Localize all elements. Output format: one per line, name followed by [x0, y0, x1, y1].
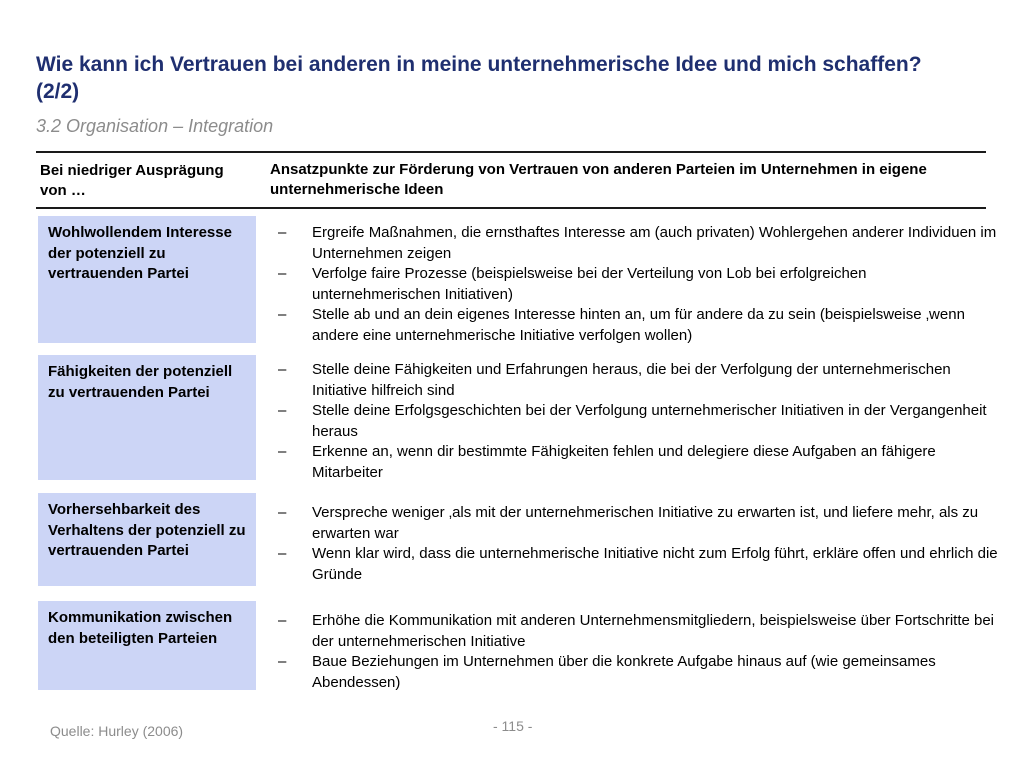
- column-header-condition: Bei niedriger Ausprägung von …: [40, 162, 224, 199]
- source-note: Quelle: Hurley (2006): [50, 723, 184, 739]
- header-bottom-rule: [36, 207, 986, 209]
- bullet-item: – Verspreche weniger ‚als mit der unternehmerischen Initiative zu erwarten ist, und liefere mehr, als zu erwarten war: [278, 503, 998, 544]
- bullet-item: – Stelle deine Fähigkeiten und Erfahrungen heraus, die bei der Verfolgung der unternehmerischen Initiative hilfreich sind: [278, 360, 998, 401]
- slide-subtitle: 3.2 Organisation – Integration: [36, 116, 274, 136]
- bullet-item: – Stelle deine Erfolgsgeschichten bei der Verfolgung unternehmerischer Initiativen in der Vergangenheit heraus: [278, 401, 998, 442]
- bullet-list-communication: [278, 611, 998, 693]
- column-header-measures: Ansatzpunkte zur Förderung von Vertrauen von anderen Parteien im Unternehmen in eigene unternehmerische Ideen: [270, 161, 927, 198]
- bullet-item: – Baue Beziehungen im Unternehmen über die konkrete Aufgabe hinaus auf (wie gemeinsames Abendessen): [278, 652, 998, 693]
- bullet-item: – Erhöhe die Kommunikation mit anderen Unternehmensmitgliedern, beispielsweise über Fortschritte bei der unternehmerischen Initiative: [278, 611, 998, 652]
- bullet-item: – Stelle ab und an dein eigenes Interesse hinten an, um für andere da zu sein (beispielsweise ‚wenn andere eine unternehmerische Initiative verfolgen wollen): [278, 305, 998, 346]
- row-label-box-ability: [38, 355, 256, 480]
- row-label: Wohlwollendem Interesse der potenziell zu vertrauenden Partei: [48, 224, 232, 282]
- row-label-box-predictability: [38, 493, 256, 586]
- row-label-box-benevolence: [38, 216, 256, 343]
- bullet-list-benevolence: [278, 223, 998, 346]
- row-label-box-communication: [38, 601, 256, 690]
- bullet-item: – Wenn klar wird, dass die unternehmerische Initiative nicht zum Erfolg führt, erkläre offen und ehrlich die Gründe: [278, 544, 998, 585]
- row-label: Vorhersehbarkeit des Verhaltens der potenziell zu vertrauenden Partei: [48, 501, 246, 559]
- slide-title: Wie kann ich Vertrauen bei anderen in meine unternehmerische Idee und mich schaffen? (2/2): [36, 53, 922, 103]
- row-label: Fähigkeiten der potenziell zu vertrauenden Partei: [48, 363, 233, 401]
- row-label: Kommunikation zwischen den beteiligten Parteien: [48, 609, 233, 647]
- bullet-item: – Erkenne an, wenn dir bestimmte Fähigkeiten fehlen und delegiere diese Aufgaben an fähigere Mitarbeiter: [278, 442, 998, 483]
- bullet-item: – Verfolge faire Prozesse (beispielsweise bei der Verteilung von Lob bei erfolgreichen unternehmerischen Initiativen): [278, 264, 998, 305]
- header-top-rule: [36, 151, 986, 153]
- bullet-item: – Ergreife Maßnahmen, die ernsthaftes Interesse am (auch privaten) Wohlergehen anderer Individuen im Unternehmen zeigen: [278, 223, 998, 264]
- page-number: - 115 -: [493, 718, 533, 734]
- bullet-list-predictability: [278, 503, 998, 585]
- bullet-list-ability: [278, 360, 998, 483]
